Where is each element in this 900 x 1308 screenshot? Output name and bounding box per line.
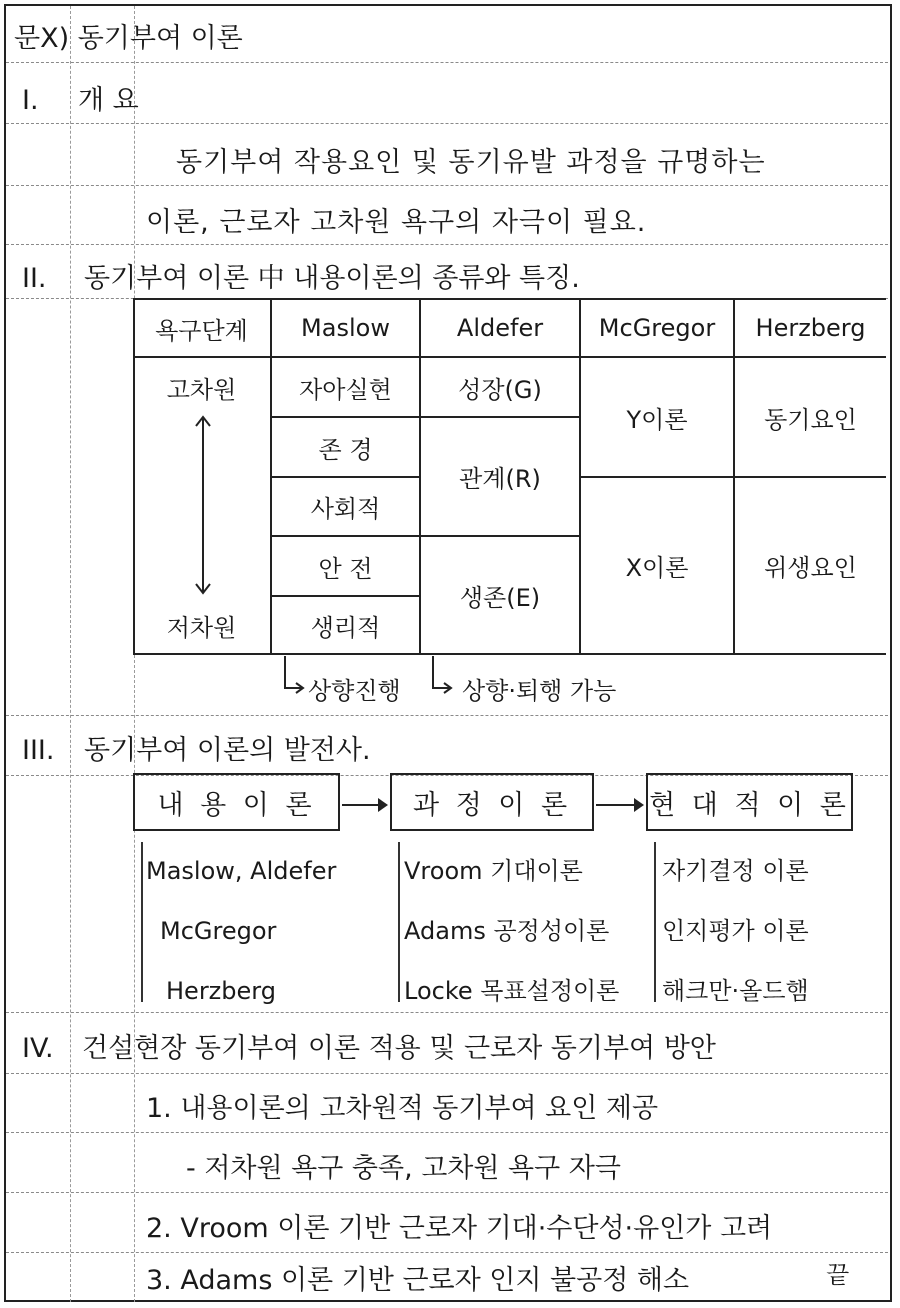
margin-line [70,6,71,1302]
header-need-level: 욕구단계 [155,316,248,345]
evolution-item: Herzberg [166,977,276,1005]
section-4-num: IV. [22,1033,54,1064]
section-2-heading: 동기부여 이론 中 내용이론의 종류와 특징. [84,263,580,294]
aldefer-cell: 생존(E) [459,583,541,612]
right-arrow-icon [596,804,642,806]
evolution-item: Locke 목표설정이론 [404,977,620,1005]
need-level-top: 고차원 [166,375,237,404]
double-arrow-icon [193,414,213,596]
stage-modern-theory: 현 대 적 이 론 [646,773,853,831]
ruled-line [6,123,888,124]
section-1-body-line: 이론, 근로자 고차원 욕구의 자극이 필요. [146,207,647,238]
maslow-cell: 존 경 [318,435,373,464]
maslow-cell: 생리적 [310,613,381,642]
measure-item: 1. 내용이론의 고차원적 동기부여 요인 제공 [146,1093,659,1124]
stage-content-theory: 내 용 이 론 [133,773,340,831]
ruled-line [6,1132,888,1133]
column-bar [654,842,656,1002]
page-title: 문X) 동기부여 이론 [14,23,243,54]
note-regress: 상향·퇴행 가능 [462,677,617,705]
end-mark: 끝 [826,1261,850,1289]
measure-item: - 저차원 욕구 충족, 고차원 욕구 자극 [186,1153,621,1184]
evolution-item: McGregor [160,917,277,945]
stage-process-theory: 과 정 이 론 [390,773,594,831]
section-3-heading: 동기부여 이론의 발전사. [84,735,371,766]
corner-arrow-icon [430,656,454,696]
right-arrow-icon [342,804,386,806]
measure-item: 2. Vroom 이론 기반 근로자 기대·수단성·유인가 고려 [146,1213,773,1244]
measure-item: 3. Adams 이론 기반 근로자 인지 불공정 해소 [146,1265,690,1296]
maslow-cell: 자아실현 [299,375,392,404]
ruled-line [6,1012,888,1013]
corner-arrow-icon [282,656,306,696]
maslow-cell: 안 전 [318,554,373,583]
section-4-heading: 건설현장 동기부여 이론 적용 및 근로자 동기부여 방안 [82,1033,716,1064]
column-bar [398,842,400,1002]
section-1-body-line: 동기부여 작용요인 및 동기유발 과정을 규명하는 [176,147,766,178]
evolution-item: 해크만·올드햄 [662,977,809,1005]
ruled-line [6,1073,888,1074]
aldefer-cell: 관계(R) [459,465,541,493]
evolution-item: Maslow, Aldefer [146,857,337,885]
herzberg-cell: 동기요인 [764,405,857,434]
ruled-line [6,1252,888,1253]
header-herzberg: Herzberg [755,314,866,342]
ruled-line [6,715,888,716]
mcgregor-cell: Y이론 [626,405,688,434]
ruled-line [6,244,888,245]
herzberg-cell: 위생요인 [764,554,857,582]
section-3-num: III. [22,735,55,766]
maslow-cell: 사회적 [310,495,381,523]
header-mcgregor: McGregor [598,314,716,342]
mcgregor-cell: X이론 [625,554,689,582]
aldefer-cell: 성장(G) [458,375,542,404]
theory-table [133,298,886,655]
note-upward: 상향진행 [308,677,401,705]
header-maslow: Maslow [301,314,390,342]
header-aldefer: Aldefer [456,314,544,342]
section-2-num: II. [22,263,47,294]
evolution-item: 인지평가 이론 [662,917,809,945]
column-bar [141,842,143,1002]
ruled-line [6,62,888,63]
ruled-line [6,1192,888,1193]
section-1-num: I. [22,85,39,116]
evolution-item: 자기결정 이론 [662,857,809,885]
evolution-item: Adams 공정성이론 [404,917,610,945]
ruled-line [6,185,888,186]
evolution-item: Vroom 기대이론 [404,857,583,885]
need-level-bottom: 저차원 [166,613,237,642]
section-1-heading: 개 요 [78,85,139,116]
